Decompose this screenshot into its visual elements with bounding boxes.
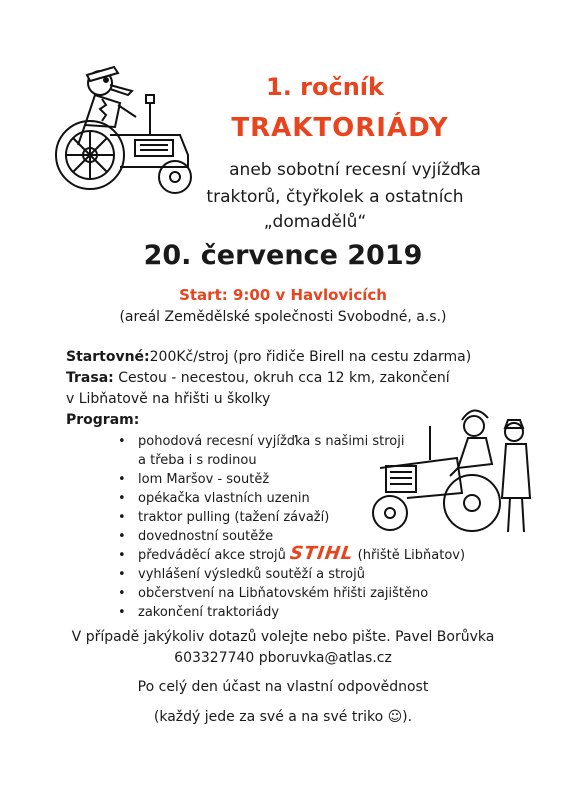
route-line	[66, 370, 450, 386]
farmer-tractor-illustration	[40, 55, 200, 205]
list-item: • lom Maršov - soutěž	[118, 470, 465, 489]
couple-tractor-illustration	[362, 398, 542, 538]
fee-label: Startovné:	[66, 349, 150, 365]
route-value: Cestou - necestou, okruh cca 12 km, zakončení	[118, 370, 450, 386]
closing-text: (každý jede za své a na své triko ☺).	[153, 709, 413, 725]
list-item: • dovednostní soutěže	[118, 527, 465, 546]
venue-info: (areál Zemědělské společnosti Svobodné, a.s.)	[119, 309, 447, 325]
list-item: • traktor pulling (tažení závaží)	[118, 508, 465, 527]
list-item: • pohodová recesní vyjížďka s našimi stroji a třeba i s rodinou	[118, 432, 465, 470]
route-label: Trasa:	[66, 370, 114, 386]
stihl-logo: STIHL	[288, 543, 356, 564]
list-item: • opékačka vlastních uzenin	[118, 489, 465, 508]
fee-line	[66, 349, 471, 365]
list-item: • předváděcí akce strojů STIHL (hřiště Libňatov)	[118, 546, 465, 565]
edition-title: 1. ročník	[266, 73, 384, 101]
subtitle-line-2: traktorů, čtyřkolek a ostatních	[206, 187, 464, 207]
contact-line-1: V případě jakýkoliv dotazů volejte nebo pište. Pavel Borůvka	[71, 629, 495, 645]
event-title: TRAKTORIÁDY	[231, 113, 449, 143]
list-item: • vyhlášení výsledků soutěží a strojů	[118, 565, 465, 584]
subtitle-line-1: aneb sobotní recesní vyjížďka	[229, 160, 481, 180]
route-line-2: v Libňatově na hřišti u školky	[66, 391, 271, 407]
program-label: Program:	[66, 412, 140, 428]
subtitle-line-3: „domadělů“	[263, 212, 367, 232]
start-info: Start: 9:00 v Havlovicích	[179, 286, 387, 304]
fee-value: 200Kč/stroj (pro řidiče Birell na cestu zdarma)	[149, 349, 472, 365]
contact-line-2: 603327740 pboruvka@atlas.cz	[174, 650, 392, 666]
list-item: • zakončení traktoriády	[118, 603, 465, 622]
event-date: 20. července 2019	[143, 240, 423, 271]
list-item: • občerstvení na Libňatovském hřišti zajištěno	[118, 584, 465, 603]
disclaimer-text: Po celý den účast na vlastní odpovědnost	[137, 679, 429, 695]
